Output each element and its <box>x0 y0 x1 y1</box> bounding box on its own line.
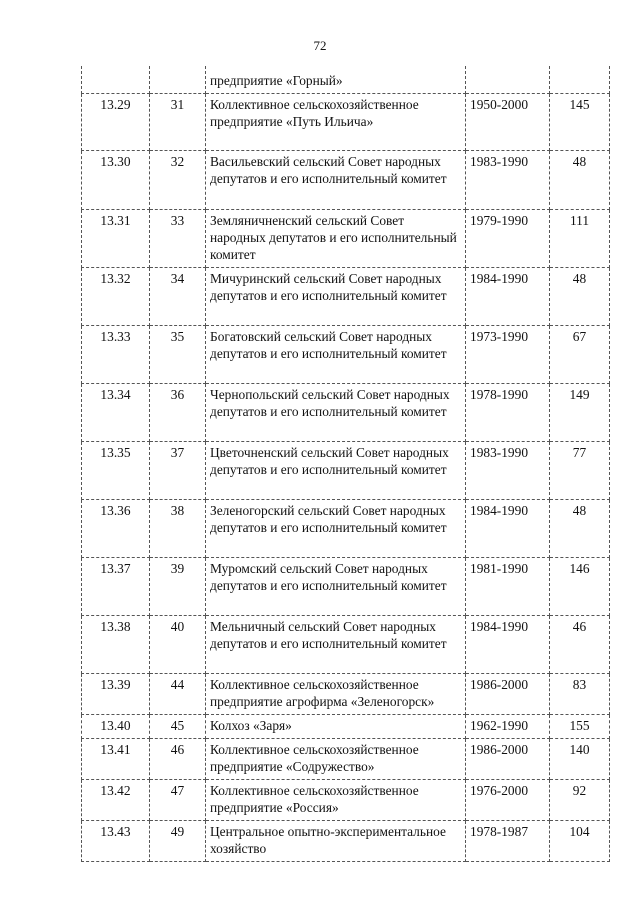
table-row-continuation <box>82 66 610 94</box>
table-row <box>82 151 610 210</box>
fund-number-cell <box>150 66 206 94</box>
years-cell: 1984-1990 <box>466 500 550 558</box>
fund-name-cell: Мичуринский сельский Совет народных депутатов и его исполнительный комитет <box>206 268 466 326</box>
table-row <box>82 616 610 674</box>
units-count-cell: 46 <box>550 616 610 674</box>
fund-name-cell: Зеленогорский сельский Совет народных депутатов и его исполнительный комитет <box>206 500 466 558</box>
units-count-cell: 140 <box>550 739 610 780</box>
table-row <box>82 384 610 442</box>
fund-name-cell: Богатовский сельский Совет народных депутатов и его исполнительный комитет <box>206 326 466 384</box>
table-row <box>82 326 610 384</box>
row-number-cell: 13.41 <box>82 739 150 780</box>
years-cell: 1984-1990 <box>466 268 550 326</box>
units-count-cell: 48 <box>550 268 610 326</box>
units-count-cell: 149 <box>550 384 610 442</box>
row-number-cell: 13.30 <box>82 151 150 210</box>
fund-name-cell: Мельничный сельский Совет народных депутатов и его исполнительный комитет <box>206 616 466 674</box>
table-row <box>82 780 610 821</box>
table-row <box>82 94 610 151</box>
row-number-cell: 13.29 <box>82 94 150 151</box>
table-row <box>82 674 610 715</box>
table-row <box>82 739 610 780</box>
row-number-cell: 13.39 <box>82 674 150 715</box>
table-row <box>82 500 610 558</box>
units-count-cell: 48 <box>550 500 610 558</box>
units-count-cell: 155 <box>550 715 610 739</box>
fund-name-cell: Чернопольский сельский Совет народных депутатов и его исполнительный комитет <box>206 384 466 442</box>
years-cell: 1986-2000 <box>466 674 550 715</box>
fund-number-cell: 32 <box>150 151 206 210</box>
table-row <box>82 268 610 326</box>
row-number-cell: 13.43 <box>82 821 150 862</box>
years-cell: 1973-1990 <box>466 326 550 384</box>
fund-name-cell: Муромский сельский Совет народных депутатов и его исполнительный комитет <box>206 558 466 616</box>
years-cell: 1978-1990 <box>466 384 550 442</box>
table-row <box>82 715 610 739</box>
table-row <box>82 442 610 500</box>
units-count-cell: 111 <box>550 210 610 268</box>
fund-number-cell: 31 <box>150 94 206 151</box>
units-count-cell: 83 <box>550 674 610 715</box>
years-cell: 1984-1990 <box>466 616 550 674</box>
table-row <box>82 558 610 616</box>
archive-fund-table <box>81 66 610 862</box>
units-count-cell: 48 <box>550 151 610 210</box>
units-count-cell: 146 <box>550 558 610 616</box>
units-count-cell <box>550 66 610 94</box>
fund-number-cell: 44 <box>150 674 206 715</box>
fund-name-cell: Коллективное сельскохозяйственное предприятие агрофирма «Зеленогорск» <box>206 674 466 715</box>
fund-name-cell: предприятие «Горный» <box>206 66 466 94</box>
fund-name-cell: Земляничненский сельский Совет народных депутатов и его исполнительный комитет <box>206 210 466 268</box>
years-cell: 1976-2000 <box>466 780 550 821</box>
years-cell <box>466 66 550 94</box>
table-row <box>82 210 610 268</box>
fund-number-cell: 47 <box>150 780 206 821</box>
units-count-cell: 92 <box>550 780 610 821</box>
years-cell: 1978-1987 <box>466 821 550 862</box>
fund-number-cell: 46 <box>150 739 206 780</box>
years-cell: 1962-1990 <box>466 715 550 739</box>
fund-number-cell: 49 <box>150 821 206 862</box>
fund-name-cell: Коллективное сельскохозяйственное предприятие «Россия» <box>206 780 466 821</box>
row-number-cell <box>82 66 150 94</box>
fund-name-cell: Центральное опытно-экспериментальное хозяйство <box>206 821 466 862</box>
fund-number-cell: 34 <box>150 268 206 326</box>
fund-number-cell: 38 <box>150 500 206 558</box>
years-cell: 1950-2000 <box>466 94 550 151</box>
page-number: 72 <box>313 38 327 53</box>
fund-name-cell: Васильевский сельский Совет народных депутатов и его исполнительный комитет <box>206 151 466 210</box>
row-number-cell: 13.40 <box>82 715 150 739</box>
row-number-cell: 13.33 <box>82 326 150 384</box>
row-number-cell: 13.32 <box>82 268 150 326</box>
row-number-cell: 13.38 <box>82 616 150 674</box>
fund-number-cell: 37 <box>150 442 206 500</box>
fund-number-cell: 39 <box>150 558 206 616</box>
fund-number-cell: 40 <box>150 616 206 674</box>
row-number-cell: 13.42 <box>82 780 150 821</box>
row-number-cell: 13.35 <box>82 442 150 500</box>
fund-number-cell: 35 <box>150 326 206 384</box>
row-number-cell: 13.37 <box>82 558 150 616</box>
row-number-cell: 13.31 <box>82 210 150 268</box>
units-count-cell: 67 <box>550 326 610 384</box>
fund-name-cell: Коллективное сельскохозяйственное предприятие «Путь Ильича» <box>206 94 466 151</box>
units-count-cell: 104 <box>550 821 610 862</box>
fund-name-cell: Колхоз «Заря» <box>206 715 466 739</box>
row-number-cell: 13.34 <box>82 384 150 442</box>
fund-name-cell: Коллективное сельскохозяйственное предприятие «Содружество» <box>206 739 466 780</box>
years-cell: 1981-1990 <box>466 558 550 616</box>
table-row <box>82 821 610 862</box>
years-cell: 1983-1990 <box>466 151 550 210</box>
units-count-cell: 145 <box>550 94 610 151</box>
years-cell: 1979-1990 <box>466 210 550 268</box>
fund-number-cell: 45 <box>150 715 206 739</box>
row-number-cell: 13.36 <box>82 500 150 558</box>
fund-number-cell: 36 <box>150 384 206 442</box>
years-cell: 1983-1990 <box>466 442 550 500</box>
fund-number-cell: 33 <box>150 210 206 268</box>
years-cell: 1986-2000 <box>466 739 550 780</box>
units-count-cell: 77 <box>550 442 610 500</box>
fund-name-cell: Цветочненский сельский Совет народных депутатов и его исполнительный комитет <box>206 442 466 500</box>
